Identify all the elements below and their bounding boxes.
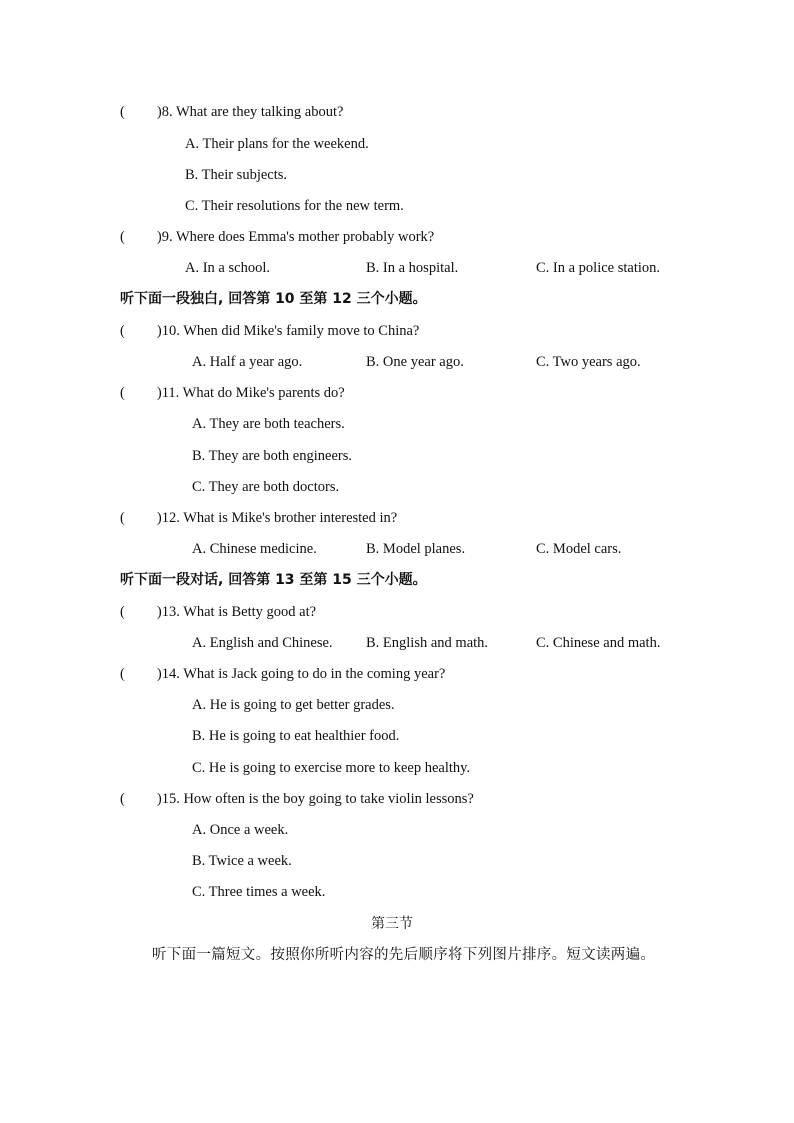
option-a: A. They are both teachers. xyxy=(192,416,345,432)
answer-paren-right: ) xyxy=(156,604,162,620)
question-number: 12 xyxy=(161,510,177,526)
option-b: B. They are both engineers. xyxy=(192,448,352,464)
question-stem: How often is the boy going to take violin lessons? xyxy=(183,791,474,807)
question-stem: What is Jack going to do in the coming year? xyxy=(183,666,446,682)
answer-paren-right: ) xyxy=(156,229,162,245)
option-a: A. Their plans for the weekend. xyxy=(185,136,369,152)
answer-paren-right: ) xyxy=(156,666,162,682)
option-c: C. He is going to exercise more to keep healthy. xyxy=(192,760,471,776)
answer-paren-left: ( xyxy=(120,104,125,120)
answer-paren-left: ( xyxy=(120,510,125,526)
option-a: A. He is going to get better grades. xyxy=(192,697,395,713)
option-a: A. Chinese medicine. xyxy=(192,541,317,557)
answer-paren-left: ( xyxy=(120,604,125,620)
option-a: A. Once a week. xyxy=(192,822,289,838)
answer-paren-left: ( xyxy=(120,229,125,245)
option-b: B. One year ago. xyxy=(366,354,464,370)
option-b: B. He is going to eat healthier food. xyxy=(192,728,400,744)
answer-paren-right: ) xyxy=(156,385,162,401)
option-b: B. English and math. xyxy=(366,635,489,651)
question-12: ( )12. What is Mike's brother interested in? xyxy=(120,510,398,526)
question-stem: What do Mike's parents do? xyxy=(182,385,345,401)
option-c: C. They are both doctors. xyxy=(192,479,340,495)
answer-paren-left: ( xyxy=(120,791,125,807)
answer-paren-left: ( xyxy=(120,385,125,401)
option-c: C. In a police station. xyxy=(536,260,661,276)
option-a: A. In a school. xyxy=(185,260,270,276)
question-number: 9 xyxy=(161,229,169,245)
question-stem: What is Mike's brother interested in? xyxy=(183,510,398,526)
question-number: 8 xyxy=(161,104,169,120)
option-a: A. Half a year ago. xyxy=(192,354,303,370)
question-number: 15 xyxy=(161,791,177,807)
option-b: B. Their subjects. xyxy=(185,167,288,183)
option-c: C. Chinese and math. xyxy=(536,635,661,651)
answer-paren-right: ) xyxy=(156,791,162,807)
section-heading-dialogue: 听下面一段对话, 回答第 13 至第 15 三个小题。 xyxy=(120,572,427,588)
answer-paren-left: ( xyxy=(120,666,125,682)
question-number: 10 xyxy=(161,323,177,339)
option-c: C. Their resolutions for the new term. xyxy=(185,198,404,214)
question-stem: When did Mike's family move to China? xyxy=(183,323,420,339)
question-stem: Where does Emma's mother probably work? xyxy=(175,229,435,245)
option-c: C. Model cars. xyxy=(536,541,622,557)
question-11: ( )11. What do Mike's parents do? xyxy=(120,385,345,401)
answer-paren-right: ) xyxy=(156,323,162,339)
section-heading-monologue: 听下面一段独白, 回答第 10 至第 12 三个小题。 xyxy=(120,291,427,307)
option-c: C. Three times a week. xyxy=(192,884,326,900)
question-stem: What is Betty good at? xyxy=(183,604,317,620)
question-stem: What are they talking about? xyxy=(175,104,344,120)
question-8: ( )8. What are they talking about? xyxy=(120,104,344,120)
question-10: ( )10. When did Mike's family move to China? xyxy=(120,323,420,339)
question-15: ( )15. How often is the boy going to take violin lessons? xyxy=(120,791,474,807)
option-b: B. Model planes. xyxy=(366,541,466,557)
question-number: 13 xyxy=(161,604,177,620)
section-3-title: 第三节 xyxy=(371,916,413,932)
question-14: ( )14. What is Jack going to do in the coming year? xyxy=(120,666,446,682)
answer-paren-right: ) xyxy=(156,104,162,120)
question-number: 14 xyxy=(161,666,177,682)
answer-paren-right: ) xyxy=(156,510,162,526)
question-9: ( )9. Where does Emma's mother probably work? xyxy=(120,229,435,245)
question-number: 11 xyxy=(161,385,176,401)
section-3-instruction: 听下面一篇短文。按照你所听内容的先后顺序将下列图片排序。短文读两遍。 xyxy=(152,947,656,963)
option-a: A. English and Chinese. xyxy=(192,635,333,651)
question-13: ( )13. What is Betty good at? xyxy=(120,604,317,620)
option-b: B. Twice a week. xyxy=(192,853,292,869)
option-b: B. In a hospital. xyxy=(366,260,459,276)
option-c: C. Two years ago. xyxy=(536,354,641,370)
answer-paren-left: ( xyxy=(120,323,125,339)
